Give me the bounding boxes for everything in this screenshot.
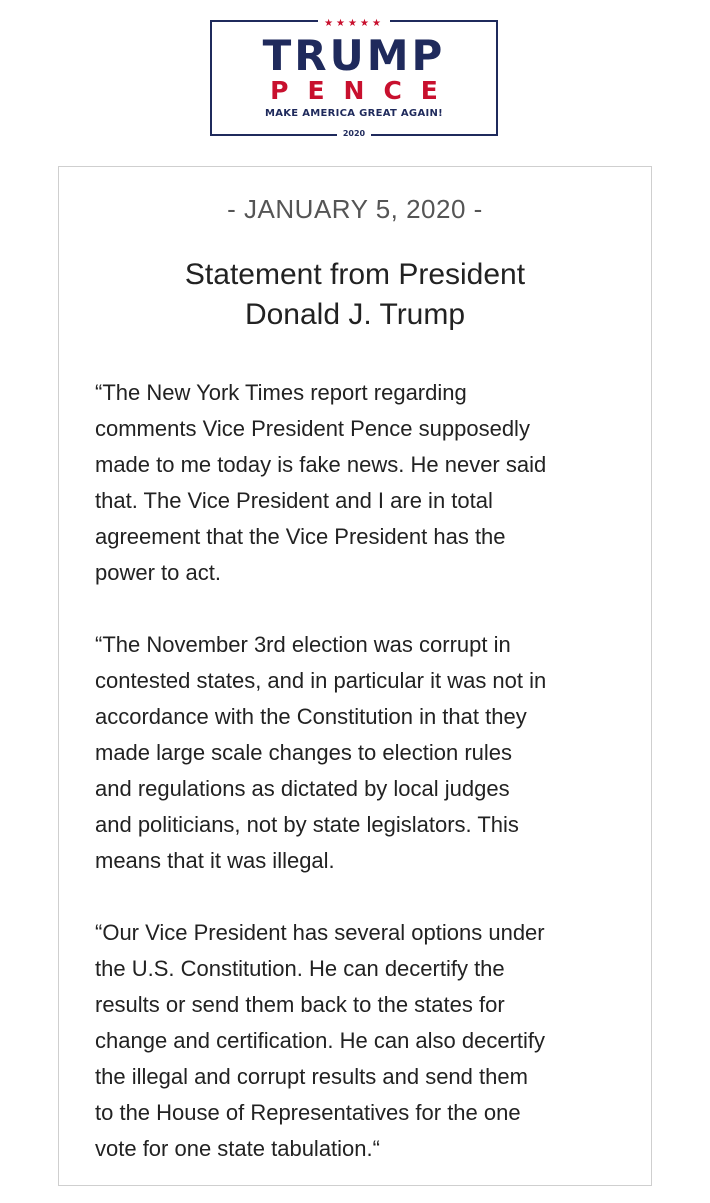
text-line: agreement that the Vice President has the <box>95 524 506 549</box>
text-line: and politicians, not by state legislators. This <box>95 812 519 837</box>
text-line: to the House of Representatives for the one <box>95 1100 521 1125</box>
text-line: vote for one state tabulation.“ <box>95 1136 380 1161</box>
text-line: change and certification. He can also decertify <box>95 1028 546 1053</box>
text-line: the U.S. Constitution. He can decertify the <box>95 956 505 981</box>
logo-year: 2020 <box>337 129 371 138</box>
text-line: made large scale changes to election rules <box>95 740 513 765</box>
logo-stars: ★★★★★ <box>318 18 390 29</box>
logo-trump-text: TRUMP <box>262 31 446 80</box>
text-line: comments Vice President Pence supposedly <box>95 416 530 441</box>
statement-date: - JANUARY 5, 2020 - <box>227 194 483 224</box>
campaign-logo <box>210 20 498 136</box>
title-line: Donald J. Trump <box>244 298 466 331</box>
text-line: the illegal and corrupt results and send them <box>95 1064 528 1089</box>
statement-card <box>58 166 652 1186</box>
text-line: that. The Vice President and I are in total <box>95 488 493 513</box>
text-line: “The New York Times report regarding <box>95 380 467 405</box>
title-line: Statement from President <box>184 258 526 291</box>
text-line: and regulations as dictated by local judges <box>95 776 510 801</box>
text-line: contested states, and in particular it was not in <box>95 668 547 693</box>
statement-title <box>79 255 631 335</box>
logo-slogan: MAKE AMERICA GREAT AGAIN! <box>264 108 444 119</box>
paragraph-3 <box>95 915 621 1167</box>
logo-pence-text: PENCE <box>270 76 457 105</box>
text-line: accordance with the Constitution in that they <box>95 704 527 729</box>
text-line: made to me today is fake news. He never said <box>95 452 547 477</box>
text-line: power to act. <box>95 560 221 585</box>
text-line: “The November 3rd election was corrupt in <box>95 632 511 657</box>
text-line: “Our Vice President has several options under <box>95 920 545 945</box>
text-line: means that it was illegal. <box>95 848 335 873</box>
statement-body <box>95 375 621 1203</box>
paragraph-2 <box>95 627 621 879</box>
paragraph-1 <box>95 375 621 591</box>
text-line: results or send them back to the states for <box>95 992 505 1017</box>
